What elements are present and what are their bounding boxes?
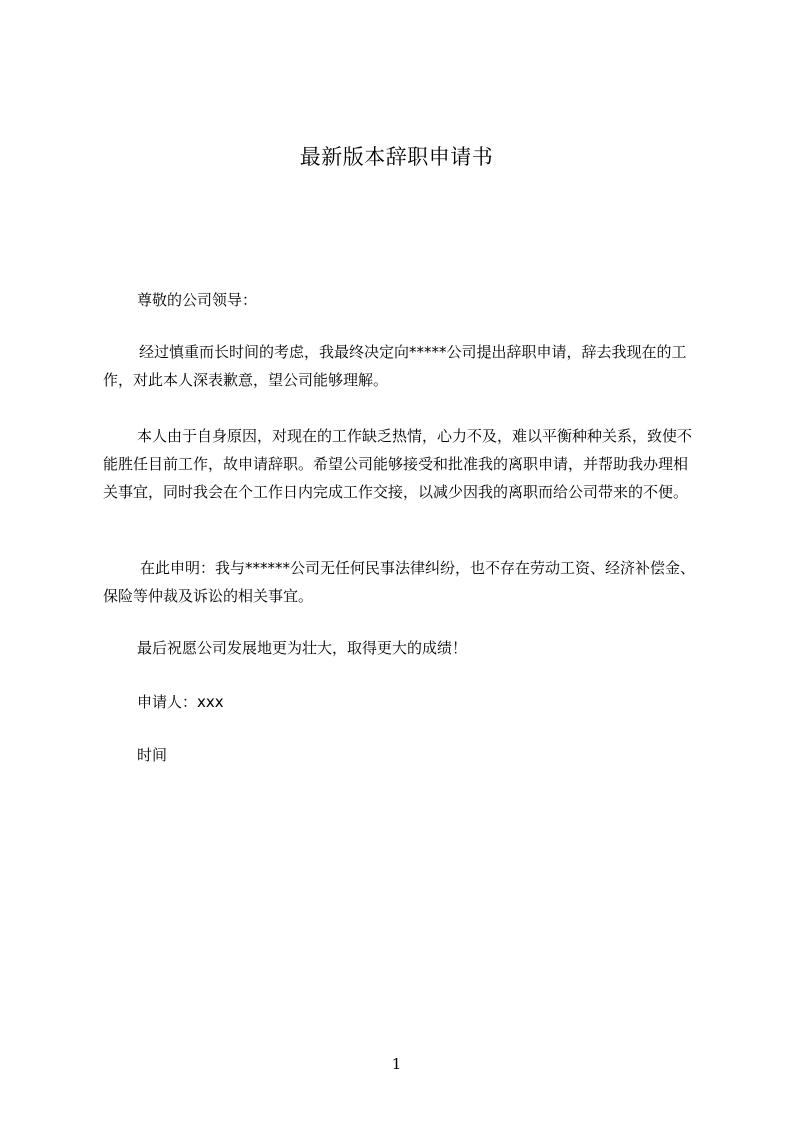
document-title: 最新版本辞职申请书 — [299, 145, 494, 169]
signer-line: 申请人：xxx — [137, 693, 224, 711]
date-label: 时间 — [137, 746, 168, 764]
paragraph-reason: 本人由于自身原因，对现在的工作缺乏热情，心力不及，难以平衡种种关系，致使不能胜任目前工作，故申请辞职。希望公司能够接受和批准我的离职申请，并帮助我办理相关事宜，同时我会在个工作日内完成工作交接，以减少因我的离职而给公司带来的不便。 — [103, 427, 693, 501]
paragraph-decision: 经过慎重而长时间的考虑，我最终决定向*****公司提出辞职申请，辞去我现在的工作，对此本人深表歉意，望公司能够理解。 — [103, 343, 687, 389]
paragraph-wishes: 最后祝愿公司发展地更为壮大，取得更大的成绩！ — [137, 639, 468, 657]
paragraph-declaration: 在此申明：我与******公司无任何民事法律纠纷，也不存在劳动工资、经济补偿金、保险等仲裁及诉讼的相关事宜。 — [103, 559, 696, 605]
salutation: 尊敬的公司领导： — [137, 291, 258, 309]
page-number: 1 — [391, 1055, 402, 1073]
